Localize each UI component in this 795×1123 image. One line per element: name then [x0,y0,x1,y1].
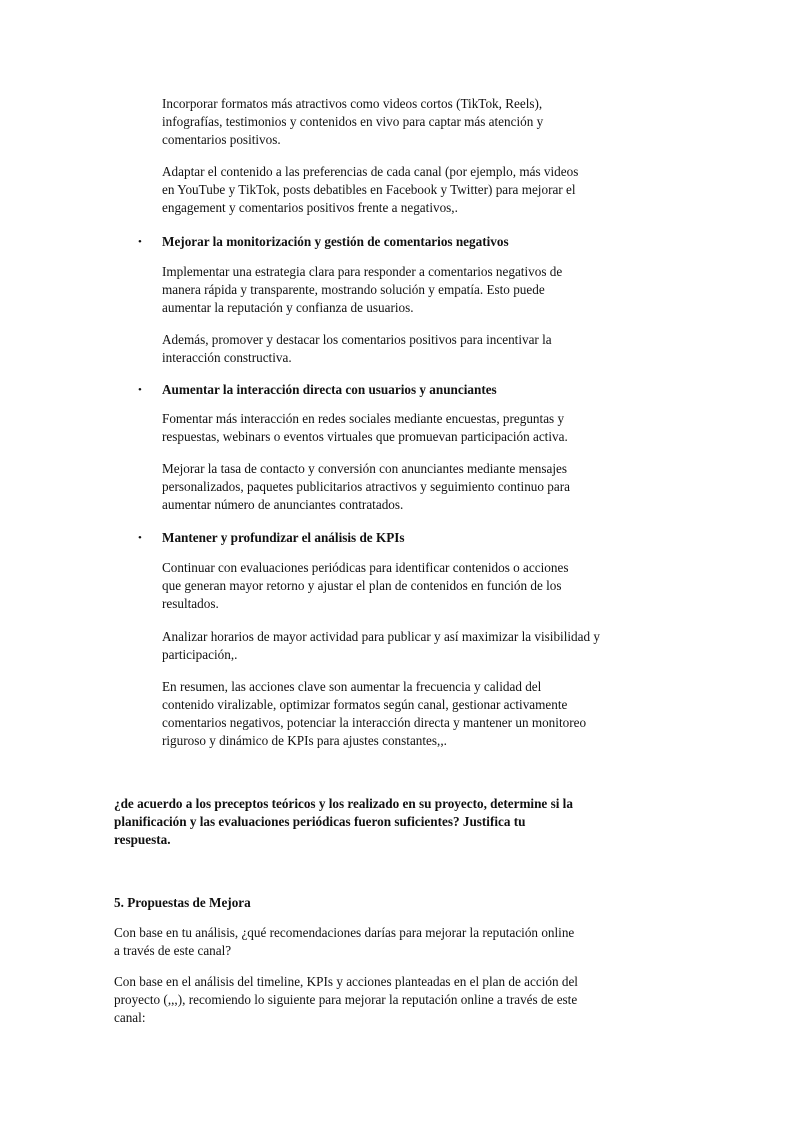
text-line: En resumen, las acciones clave son aumentar la frecuencia y calidad del [162,679,542,694]
text-line: en YouTube y TikTok, posts debatibles en Facebook y Twitter) para mejorar el [162,182,576,197]
bullet-item [0,381,795,399]
paragraph-promote [162,331,552,367]
text-line: Mejorar la tasa de contacto y conversión con anunciantes mediante mensajes [162,461,567,476]
bullet-heading: Mejorar la monitorización y gestión de comentarios negativos [162,234,509,249]
bullet-heading: Aumentar la interacción directa con usuarios y anunciantes [162,382,497,397]
text-line: Además, promover y destacar los comentarios positivos para incentivar la [162,332,552,347]
question-paragraph [114,795,573,849]
text-line: resultados. [162,596,219,611]
text-line: Implementar una estrategia clara para responder a comentarios negativos de [162,264,563,279]
text-line: Continuar con evaluaciones periódicas para identificar contenidos o acciones [162,560,569,575]
paragraph-interaction [162,410,568,446]
text-line: Con base en el análisis del timeline, KPIs y acciones planteadas en el plan de acción del [114,974,578,989]
text-line: Con base en tu análisis, ¿qué recomendaciones darías para mejorar la reputación online [114,925,575,940]
text-line: Adaptar el contenido a las preferencias de cada canal (por ejemplo, más videos [162,164,579,179]
text-line: participación,. [162,647,238,662]
paragraph-question-recommendations [114,924,574,960]
section-heading [114,894,251,912]
text-line: proyecto (,,,), recomiendo lo siguiente para mejorar la reputación online a través de este [114,992,578,1007]
paragraph-formats [162,95,543,149]
text-line: comentarios positivos. [162,132,281,147]
text-line: Fomentar más interacción en redes sociales mediante encuestas, preguntas y [162,411,565,426]
text-line: riguroso y dinámico de KPIs para ajustes constantes,,. [162,733,447,748]
text-line: infografías, testimonios y contenidos en vivo para captar más atención y [162,114,544,129]
text-line: contenido viralizable, optimizar formatos según canal, gestionar activamente [162,697,568,712]
bullet-item [0,233,795,251]
text-line: respuesta. [114,832,171,847]
paragraph-adapt-content [162,163,578,217]
text-line: personalizados, paquetes publicitarios atractivos y seguimiento continuo para [162,479,570,494]
paragraph-summary [162,678,586,750]
text-line: que generan mayor retorno y ajustar el plan de contenidos en función de los [162,578,562,593]
paragraph-strategy [162,263,562,317]
text-line: aumentar la reputación y confianza de usuarios. [162,300,414,315]
text-line: Analizar horarios de mayor actividad para publicar y así maximizar la visibilidad y [162,629,600,644]
text-line: a través de este canal? [114,943,232,958]
text-line: manera rápida y transparente, mostrando solución y empatía. Esto puede [162,282,545,297]
bullet-icon: • [138,384,142,396]
bullet-item [0,529,795,547]
paragraph-recommendations-intro [114,973,578,1027]
text-line: comentarios negativos, potenciar la interacción directa y mantener un monitoreo [162,715,587,730]
text-line: engagement y comentarios positivos frente a negativos,. [162,200,458,215]
text-line: interacción constructiva. [162,350,292,365]
text-line: aumentar número de anunciantes contratados. [162,497,404,512]
text-line: ¿de acuerdo a los preceptos teóricos y los realizado en su proyecto, determine si la [114,796,573,811]
text-line: respuestas, webinars o eventos virtuales que promuevan participación activa. [162,429,568,444]
heading-text: 5. Propuestas de Mejora [114,895,251,910]
bullet-icon: • [138,532,142,544]
bullet-heading: Mantener y profundizar el análisis de KPIs [162,530,405,545]
paragraph-contact-rate [162,460,570,514]
text-line: Incorporar formatos más atractivos como videos cortos (TikTok, Reels), [162,96,543,111]
paragraph-evaluations [162,559,568,613]
bullet-icon: • [138,236,142,248]
paragraph-schedules [162,628,600,664]
text-line: planificación y las evaluaciones periódicas fueron suficientes? Justifica tu [114,814,526,829]
text-line: canal: [114,1010,146,1025]
